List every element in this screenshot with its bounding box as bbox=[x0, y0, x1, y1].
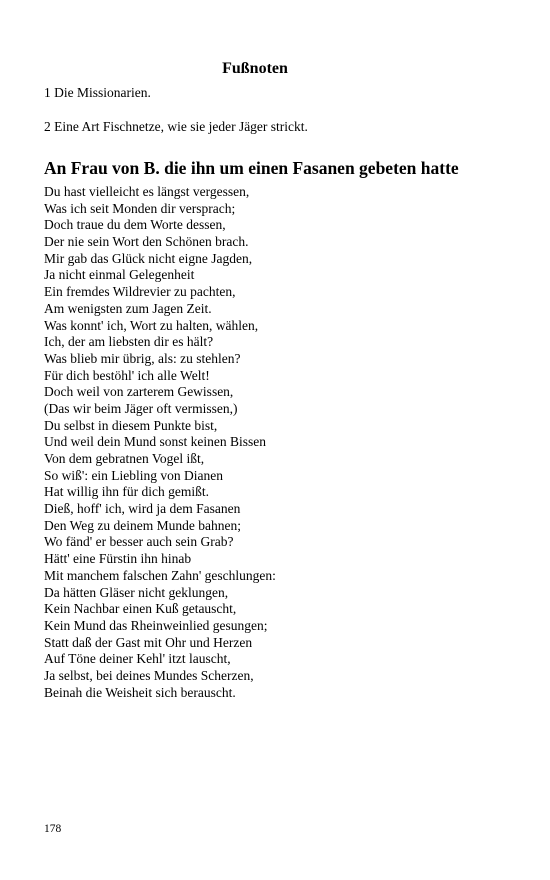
poem-line: Doch weil von zarterem Gewissen, bbox=[44, 384, 234, 400]
poem-line: Hätt' eine Fürstin ihn hinab bbox=[44, 551, 192, 567]
poem-line: Ich, der am liebsten dir es hält? bbox=[44, 334, 214, 350]
poem-line: Du selbst in diesem Punkte bist, bbox=[44, 417, 218, 433]
poem-line: Ja selbst, bei deines Mundes Scherzen, bbox=[44, 667, 254, 683]
poem-line: Den Weg zu deinem Munde bahnen; bbox=[44, 517, 241, 533]
poem-line: Auf Töne deiner Kehl' itzt lauscht, bbox=[44, 651, 231, 667]
poem-line: Für dich bestöhl' ich alle Welt! bbox=[44, 367, 210, 383]
poem-line: Was konnt' ich, Wort zu halten, wählen, bbox=[44, 317, 259, 333]
poem-line: Kein Nachbar einen Kuß getauscht, bbox=[44, 601, 237, 617]
poem-line: Wo fänd' er besser auch sein Grab? bbox=[44, 534, 234, 550]
poem-line: Von dem gebratnen Vogel ißt, bbox=[44, 451, 205, 466]
poem-line: Ein fremdes Wildrevier zu pachten, bbox=[44, 284, 236, 300]
poem-line: Hat willig ihn für dich gemißt. bbox=[44, 484, 209, 500]
poem-line: Doch traue du dem Worte dessen, bbox=[44, 217, 226, 233]
poem-line: Was blieb mir übrig, als: zu stehlen? bbox=[44, 350, 241, 366]
poem-line: Mir gab das Glück nicht eigne Jagden, bbox=[44, 250, 253, 266]
page-number: 178 bbox=[44, 823, 62, 835]
footnote-1: 1 Die Missionarien. bbox=[44, 85, 151, 100]
poem-line: Am wenigsten zum Jagen Zeit. bbox=[44, 300, 212, 316]
poem-line: Da hätten Gläser nicht geklungen, bbox=[44, 584, 229, 600]
poem-line: Der nie sein Wort den Schönen brach. bbox=[44, 234, 249, 250]
poem-line: Statt daß der Gast mit Ohr und Herzen bbox=[44, 634, 253, 650]
poem-line: Mit manchem falschen Zahn' geschlungen: bbox=[44, 567, 276, 583]
poem-line: So wiß': ein Liebling von Dianen bbox=[44, 467, 224, 483]
poem-line: Was ich seit Monden dir versprach; bbox=[44, 200, 236, 216]
footnotes-heading: Fußnoten bbox=[222, 60, 288, 77]
poem-line: Dieß, hoff' ich, wird ja dem Fasanen bbox=[44, 501, 241, 517]
poem-line: Kein Mund das Rheinweinlied gesungen; bbox=[44, 617, 268, 633]
poem-line: (Das wir beim Jäger oft vermissen,) bbox=[44, 400, 238, 416]
poem-line: Und weil dein Mund sonst keinen Bissen bbox=[44, 434, 266, 450]
footnote-2: 2 Eine Art Fischnetze, wie sie jeder Jäger strickt. bbox=[44, 119, 308, 134]
poem-line: Ja nicht einmal Gelegenheit bbox=[44, 267, 195, 283]
poem-line: Beinah die Weisheit sich berauscht. bbox=[44, 684, 236, 700]
poem-line: Du hast vielleicht es längst vergessen, bbox=[44, 184, 250, 199]
poem-body bbox=[44, 184, 276, 701]
poem-title: An Frau von B. die ihn um einen Fasanen gebeten hatte bbox=[44, 158, 459, 178]
